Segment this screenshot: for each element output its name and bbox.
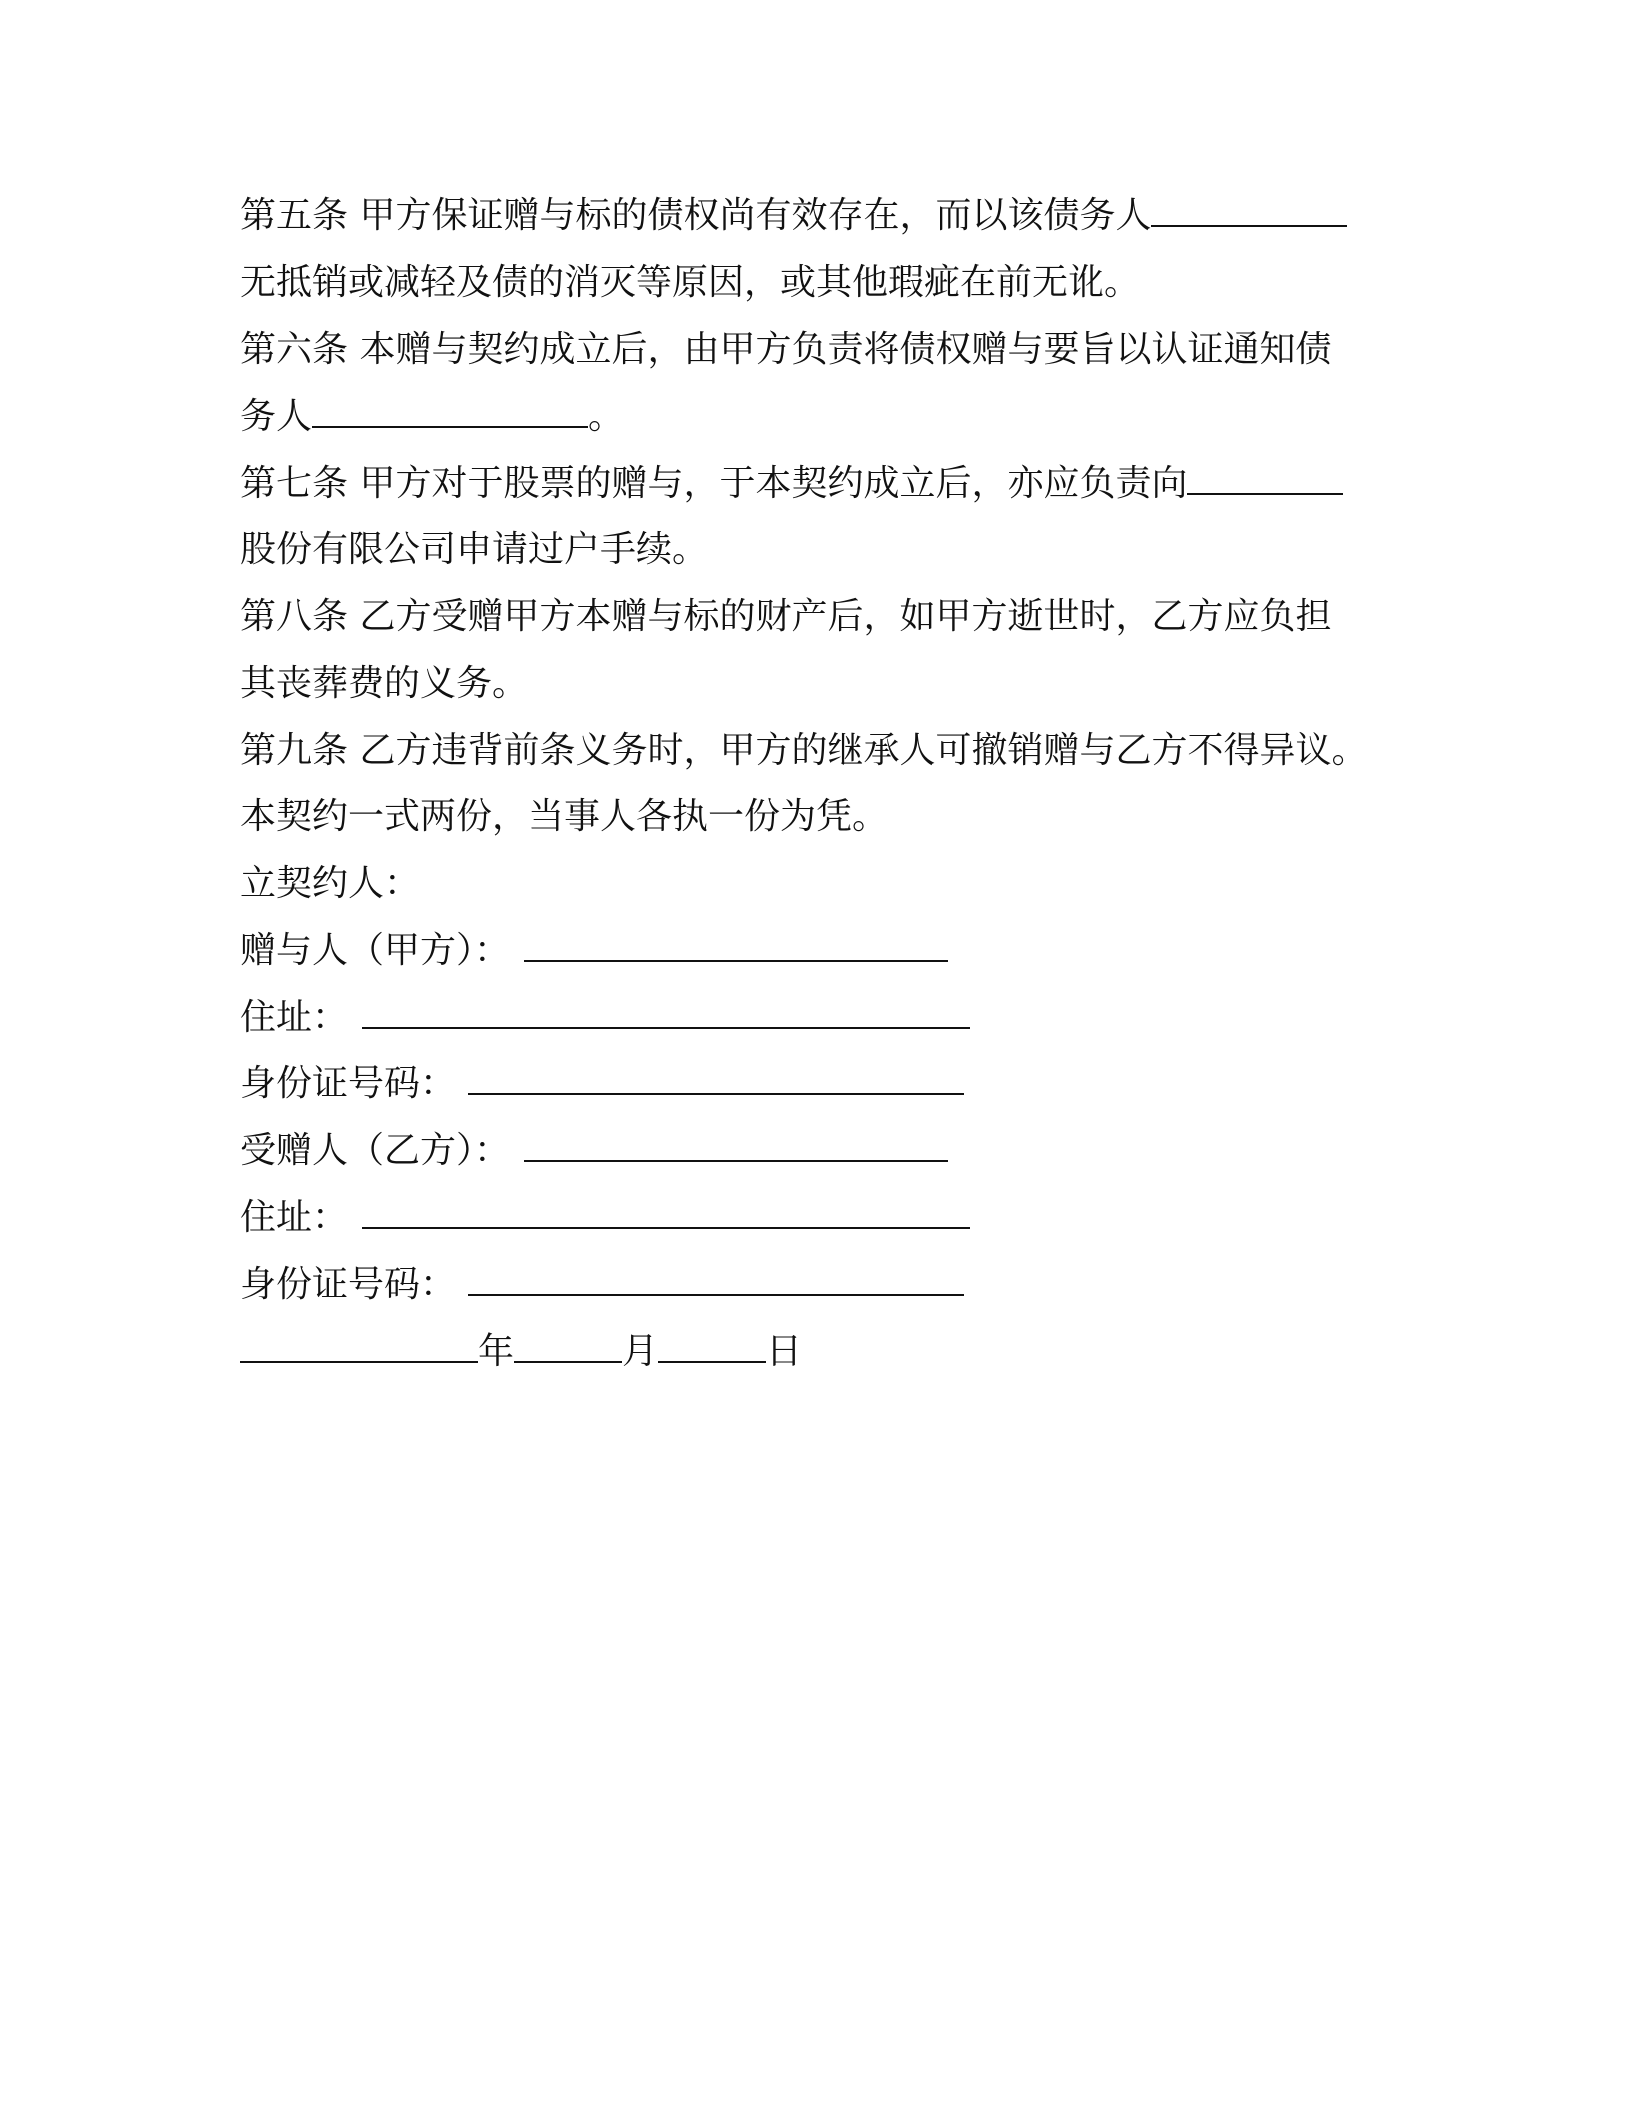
article-8-text-cont: 其丧葬费的义务。 — [240, 663, 529, 704]
article-8-text: 第八条 乙方受赠甲方本赠与标的财产后，如甲方逝世时，乙方应负担 — [240, 596, 1332, 637]
donee-id-field[interactable] — [468, 1260, 964, 1296]
donee-label: 受赠人（乙方）： — [240, 1130, 511, 1171]
day-field[interactable] — [658, 1327, 766, 1363]
donee-name-field[interactable] — [524, 1126, 948, 1162]
donor-address-row — [240, 992, 970, 1044]
day-label: 日 — [766, 1331, 803, 1372]
closing-text: 本契约一式两份，当事人各执一份为凭。 — [240, 796, 889, 837]
article-9-text: 第九条 乙方违背前条义务时，甲方的继承人可撤销赠与乙方不得异议。 — [240, 730, 1368, 771]
signatories-heading-text: 立契约人： — [240, 863, 421, 904]
article-6-text-prefix: 务人 — [240, 396, 313, 437]
month-label: 月 — [622, 1331, 659, 1372]
donor-name-field[interactable] — [524, 926, 948, 962]
donor-id-label: 身份证号码： — [240, 1063, 457, 1104]
date-row — [240, 1326, 802, 1378]
article-5-text-cont: 无抵销或减轻及债的消灭等原因，或其他瑕疵在前无讹。 — [240, 262, 1141, 303]
article-8-line-2 — [240, 658, 528, 710]
donee-address-field[interactable] — [362, 1193, 970, 1229]
donee-row — [240, 1125, 948, 1177]
article-7-text: 第七条 甲方对于股票的赠与，于本契约成立后，亦应负责向 — [240, 463, 1188, 504]
article-5-line-1 — [240, 190, 1347, 242]
donee-address-label: 住址： — [240, 1197, 349, 1238]
donor-row — [240, 925, 948, 977]
donor-id-field[interactable] — [468, 1059, 964, 1095]
signatories-heading — [240, 858, 420, 910]
article-6-line-2 — [240, 391, 624, 443]
article-5-line-2 — [240, 257, 1140, 309]
article-5-text: 第五条 甲方保证赠与标的债权尚有效存在，而以该债务人 — [240, 195, 1152, 236]
donor-id-row — [240, 1058, 964, 1110]
debtor-name-blank[interactable] — [1151, 191, 1347, 227]
donor-label: 赠与人（甲方）： — [240, 930, 511, 971]
article-7-line-1 — [240, 458, 1343, 510]
donor-address-field[interactable] — [362, 993, 970, 1029]
year-label: 年 — [478, 1331, 515, 1372]
closing-line — [240, 791, 888, 843]
article-9-line-1 — [240, 725, 1367, 777]
article-6-text-suffix: 。 — [588, 396, 625, 437]
donee-id-row — [240, 1259, 964, 1311]
article-6-text: 第六条 本赠与契约成立后，由甲方负责将债权赠与要旨以认证通知债 — [240, 329, 1332, 370]
debtor-blank[interactable] — [312, 392, 588, 428]
article-6-line-1 — [240, 324, 1331, 376]
donee-id-label: 身份证号码： — [240, 1264, 457, 1305]
donee-address-row — [240, 1192, 970, 1244]
donor-address-label: 住址： — [240, 997, 349, 1038]
article-7-text-cont: 股份有限公司申请过户手续。 — [240, 529, 709, 570]
article-7-line-2 — [240, 524, 708, 576]
article-8-line-1 — [240, 591, 1331, 643]
month-field[interactable] — [514, 1327, 622, 1363]
year-field[interactable] — [240, 1327, 478, 1363]
company-name-blank[interactable] — [1187, 459, 1343, 495]
